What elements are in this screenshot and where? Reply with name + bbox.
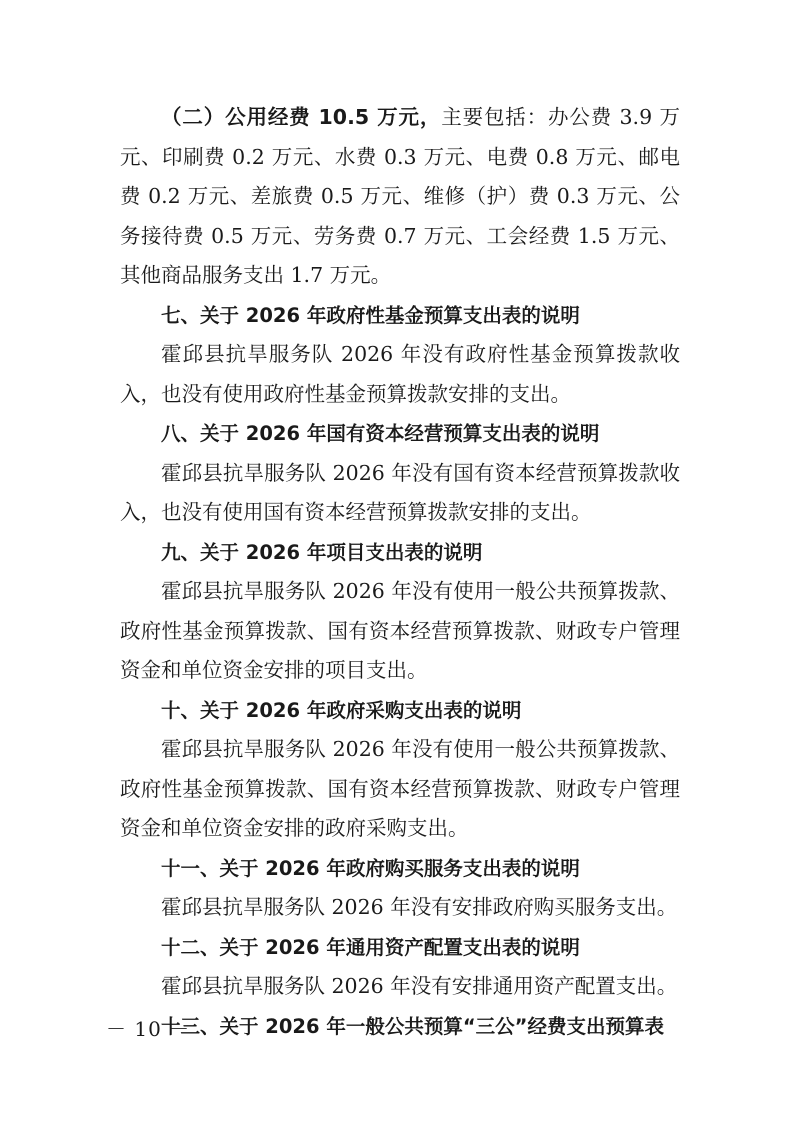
public-expense-paragraph xyxy=(120,98,680,296)
section-body-9: 霍邱县抗旱服务队 2026 年没有使用一般公共预算拨款、政府性基金预算拨款、国有资本经营预算拨款、财政专户管理资金和单位资金安排的项目支出。 xyxy=(120,579,680,682)
public-expense-body: 主要包括：办公费 3.9 万元、印刷费 0.2 万元、水费 0.3 万元、电费 0.8 万元、邮电费 0.2 万元、差旅费 0.5 万元、维修（护）费 0.3 万元、公务接待费 0.5 万元、劳务费 0.7 万元、工会经费 1.5 万元、其他商品服务支出 1.7 万元。 xyxy=(120,105,680,287)
section-heading-9: 九、关于 2026 年项目支出表的说明 xyxy=(161,540,483,564)
section-body-10: 霍邱县抗旱服务队 2026 年没有使用一般公共预算拨款、政府性基金预算拨款、国有资本经营预算拨款、财政专户管理资金和单位资金安排的政府采购支出。 xyxy=(120,737,680,840)
section-body-11: 霍邱县抗旱服务队 2026 年没有安排政府购买服务支出。 xyxy=(161,895,678,919)
document-body xyxy=(120,98,680,1046)
section-heading-10: 十、关于 2026 年政府采购支出表的说明 xyxy=(161,698,522,722)
section-heading-12: 十二、关于 2026 年通用资产配置支出表的说明 xyxy=(161,935,580,959)
page-number: － 10 － xyxy=(106,1017,191,1041)
section-body-12: 霍邱县抗旱服务队 2026 年没有安排通用资产配置支出。 xyxy=(161,974,678,998)
section-body-7: 霍邱县抗旱服务队 2026 年没有政府性基金预算拨款收入，也没有使用政府性基金预算拨款安排的支出。 xyxy=(120,342,680,406)
section-heading-11: 十一、关于 2026 年政府购买服务支出表的说明 xyxy=(161,856,580,880)
section-heading-7: 七、关于 2026 年政府性基金预算支出表的说明 xyxy=(161,303,580,327)
section-body-8: 霍邱县抗旱服务队 2026 年没有国有资本经营预算拨款收入，也没有使用国有资本经营预算拨款安排的支出。 xyxy=(120,460,680,524)
section-heading-8: 八、关于 2026 年国有资本经营预算支出表的说明 xyxy=(161,422,600,445)
public-expense-lead: （二）公用经费 10.5 万元， xyxy=(161,105,442,129)
section-heading-13: 十三、关于 2026 年一般公共预算“三公”经费支出预算表 xyxy=(161,1014,664,1038)
